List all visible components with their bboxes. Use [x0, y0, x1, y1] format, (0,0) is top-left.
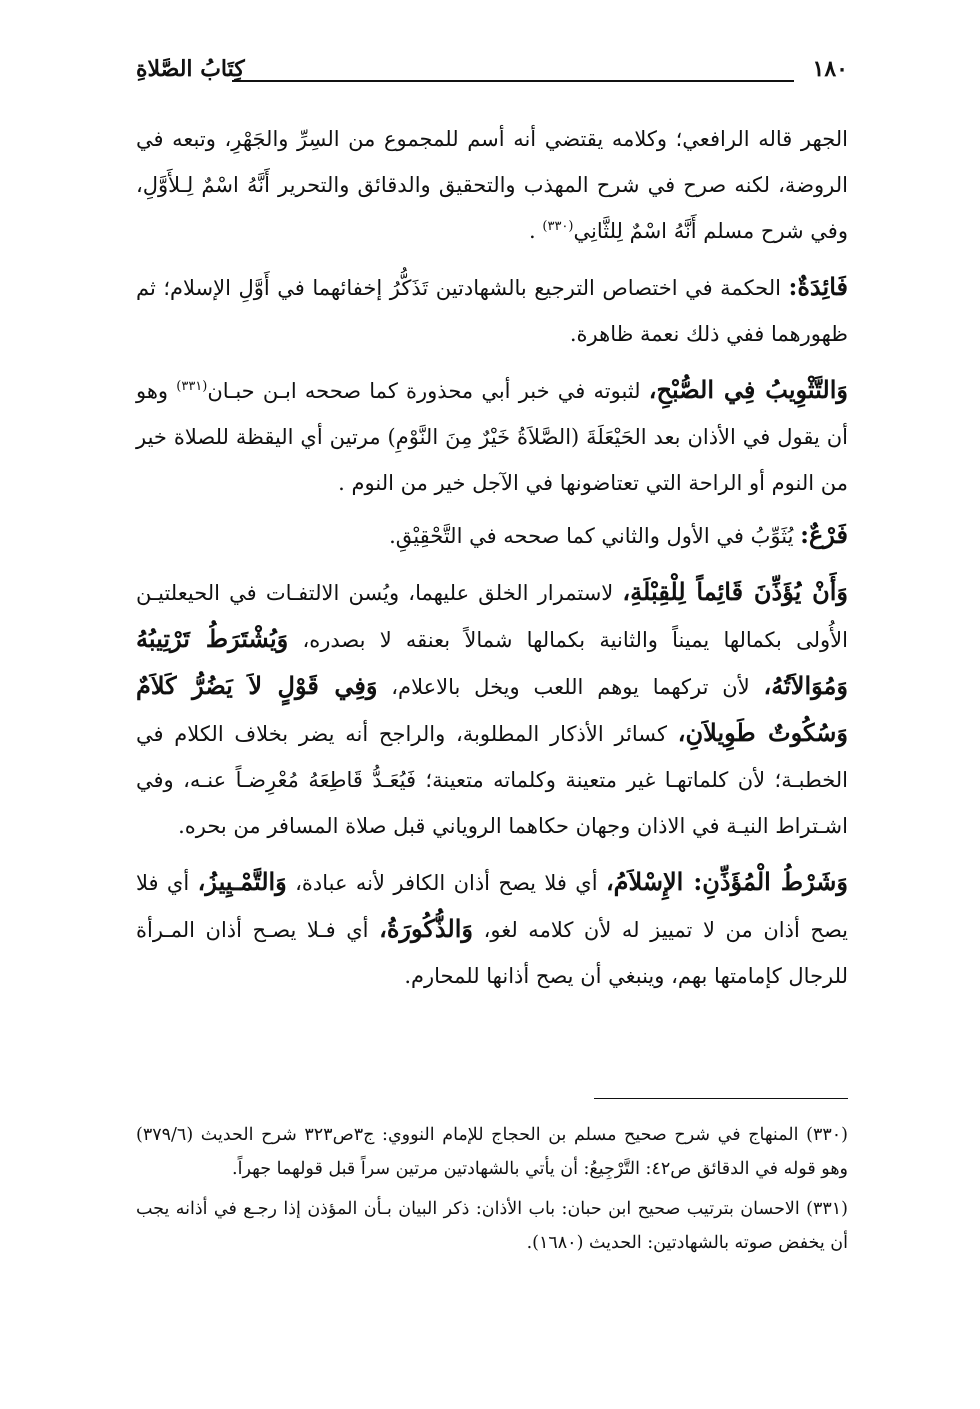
paragraph [136, 264, 848, 357]
running-title: كِتَابُ الصَّلاةِ [136, 56, 245, 82]
matn-text: وَيُشْتَرَطُ تَرْتِيبُهُ وَمُوَالاَتُهُ، [136, 624, 848, 700]
footnote: (٣٣٠) المنهاج في شرح صحيح مسلم بن الحجاج للإمام النووي: ج٣ص٣٢٣ شرح الحديث (٣٧٩/٦) وهو قوله في الدقائق ص٤٢: التَّرْجِيعُ: أن يأتي بالشهادتين مرتين سراً قبل قولهما جهراً. [136, 1125, 848, 1179]
page-header [136, 56, 848, 90]
matn-text: وَالتَّثْوِيبُ فِي الصُّبْحِ، [648, 375, 848, 404]
paragraph-text: الحكمة في اختصاص الترجيع بالشهادتين تَذَكُّرُ إخفائهما في أَوَّلِ الإسلام؛ ثم ظهورهما ففي ذلك نعمة ظاهرة. [136, 276, 848, 346]
paragraph-text: لأن تركهما يوهم اللعب ويخل بالاعلام، [377, 675, 764, 699]
paragraph-text: أي فلا يصح أذان الكافر لأنه عبادة، [286, 871, 606, 895]
keyword: فَائِدَةٌ: [788, 272, 848, 301]
paragraph-text: الجهر قاله الرافعي؛ وكلامه يقتضي أنه أسم للمجموع من السِرِّ والجَهْرِ، وتبعه في الروضة، لكنه صرح في شرح المهذب والتحقيق والدقائق والتحرير أَنَّهُ اسْمٌ لِـلأَوَّلِ، وفي شرح مسلم أَنَّهُ اسْمٌ لِلثَّانِي [136, 127, 848, 243]
paragraph [136, 116, 848, 254]
footnotes [136, 1118, 848, 1266]
paragraph [136, 569, 848, 849]
footnote: (٣٣١) الاحسان بترتيب صحيح ابن حبان: باب الأذان: ذكر البيان بـأن المؤذن إذا رجـع في أذانه يجب أن يخفض صوته بالشهادتين: الحديث (١٦٨٠). [136, 1199, 848, 1253]
paragraph-text: وهو أن يقول في الأذان بعد الحَيْعَلَةَ (الصَّلاَةُ خَيْرٌ مِنَ النَّوْمِ) مرتين أي اليقظة للصلاة خير من النوم أو الراحة التي تعتاضونها في الآجل خير من النوم . [136, 379, 848, 495]
paragraph-text: . [529, 219, 543, 243]
matn-text: وَشَرْطُ الْمُؤَذِّنِ: الإِسْلاَمُ، [605, 867, 848, 896]
paragraph-text: أي فـلا يصـح أذان المـرأة للرجال كإمامتها بهم، وينبغي أن يصح أذانها للمحارم. [136, 918, 848, 988]
paragraph-text: أي فلا يصح أذان من لا تمييز له لأن كلامه لغو، [136, 871, 848, 942]
keyword: فَرْعٌ: [800, 520, 848, 549]
paragraph [136, 367, 848, 506]
paragraph-text: يُثَوِّبُ في الأول والثاني كما صححه في التَّحْقِيْقِ. [389, 524, 801, 548]
matn-text: وَالذُّكُورَةُ، [379, 914, 473, 943]
paragraph-text: لاستمرار الخلق عليهما، ويُسن الالتفـات في الحيعلتيـن الأُولى بكمالها يميناً والثانية بكمالها شمالاً بعنقه لا بصدره، [136, 581, 848, 652]
paragraph [136, 512, 848, 559]
main-text [136, 116, 848, 1009]
footnote-ref: (٣٣١) [176, 379, 208, 394]
footnote-separator [594, 1098, 848, 1099]
paragraph [136, 859, 848, 999]
matn-text: وَفِي قَوْلٍ لاَ يَضُرُّ كَلاَمٌ وَسُكُوتٌ طَوِيلاَنِ، [136, 671, 849, 747]
header-rule [232, 80, 794, 82]
footnote-ref: (٣٣٠) [542, 219, 574, 234]
paragraph-text: لثبوته في خبر أبي محذورة كما صححه ابـن حبـان [207, 379, 649, 403]
paragraph-text: كسائر الأذكار المطلوبة، والراجح أنه يضر بخلاف الكلام في الخطبـة؛ لأن كلماتهـا غير متعينة وكلماته متعينة؛ فَيُعَـدُّ قَاطِعَهُ مُعْرِضـاً عنـه، وفي اشـتراط النيـة في الاذان وجهان حكاهما الروياني قبل صلاة المسافر من بحره. [136, 722, 848, 838]
matn-text: وَأَنْ يُؤَذِّنَ قَائِماً لِلْقِبْلَةِ، [622, 577, 848, 606]
page-number: ١٨٠ [812, 56, 848, 82]
matn-text: وَالتَّمْـيِيزُ، [197, 867, 287, 896]
